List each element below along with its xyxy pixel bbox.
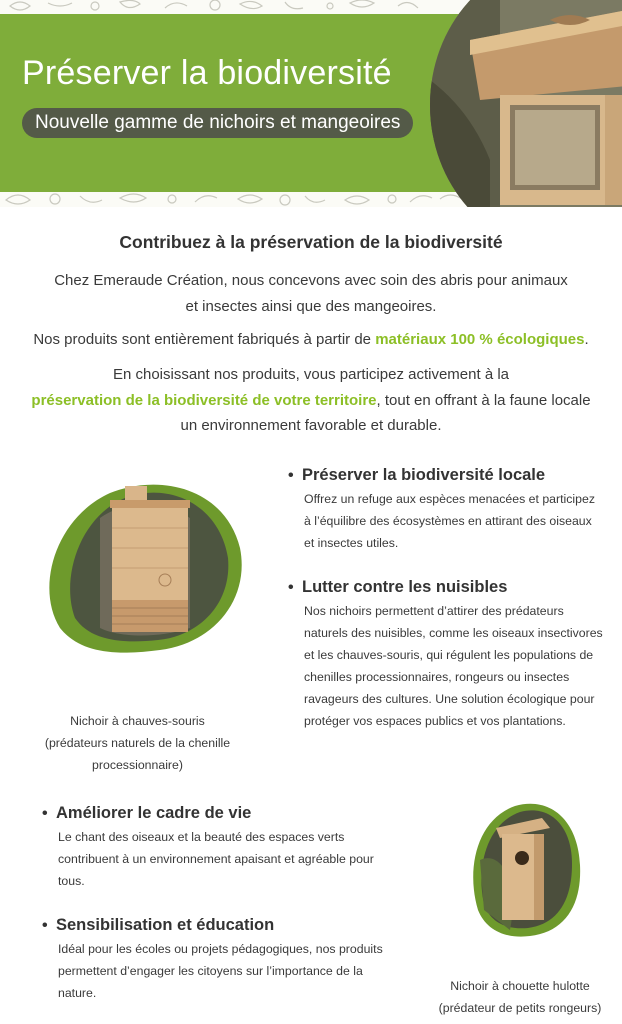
intro-p2-highlight: matériaux 100 % écologiques — [375, 331, 585, 348]
owl-caption-line-2: (prédateur de petits rongeurs) — [438, 1001, 602, 1015]
feature-desc-biodiversity — [304, 488, 614, 554]
feature-title-biodiversity — [288, 466, 545, 485]
feature-title-living — [42, 804, 251, 823]
feature-desc-education — [58, 938, 398, 1004]
bullet-icon: • — [42, 917, 48, 934]
banner-title: Préserver la biodiversité — [22, 54, 392, 92]
bat-caption-line-3: processionnaire) — [92, 758, 183, 772]
intro-p3-highlight: préservation de la biodiversité de votre territoire — [31, 391, 377, 409]
feature-title-text: Lutter contre les nuisibles — [302, 578, 508, 596]
desc-line: à l’équilibre des écosystèmes en attirant des oiseaux — [304, 514, 592, 528]
owl-box-photo — [470, 800, 582, 945]
intro-p3-line1: En choisissant nos produits, vous participez activement à la — [112, 366, 510, 383]
bat-box-photo — [40, 478, 250, 663]
birdhouse-photo — [430, 0, 622, 207]
intro-p3-end: , tout en offrant à la faune locale un environnement favorable et durable. — [180, 391, 591, 434]
desc-line: ravageurs des cultures. Une solution écologique pour — [304, 692, 595, 706]
intro-p2-text: Nos produits sont entièrement fabriqués à partir de — [33, 331, 376, 348]
desc-line: naturels des nuisibles, comme les oiseaux insectivores — [304, 626, 603, 640]
desc-line: Idéal pour les écoles ou projets pédagogiques, nos produits — [58, 942, 383, 956]
desc-line: Offrez un refuge aux espèces menacées et participez — [304, 492, 595, 506]
feature-desc-living — [58, 826, 398, 892]
bat-box-caption — [20, 710, 255, 776]
feature-title-text: Préserver la biodiversité locale — [302, 466, 546, 484]
desc-line: Nos nichoirs permettent d’attirer des prédateurs — [304, 604, 564, 618]
intro-paragraph-1 — [20, 268, 602, 319]
bullet-icon: • — [288, 467, 294, 484]
desc-line: et insectes utiles. — [304, 536, 399, 550]
bullet-icon: • — [42, 805, 48, 822]
banner-green-panel — [0, 14, 470, 192]
intro-heading: Contribuez à la préservation de la biodiversité — [119, 232, 503, 252]
desc-line: nature. — [58, 986, 97, 1000]
feature-title-pests — [288, 578, 507, 597]
intro-paragraph-1-text: Chez Emeraude Création, nous concevons avec soin des abris pour animaux et insectes ainsi que des mangeoires. — [54, 272, 568, 315]
bat-caption-line-2: (prédateurs naturels de la chenille — [44, 736, 231, 750]
bat-caption-line-1: Nichoir à chauves-souris — [70, 714, 205, 728]
intro-paragraph-2 — [20, 327, 602, 353]
intro-paragraph-3 — [20, 362, 602, 439]
desc-line: et les chauves-souris, qui régulent les populations de — [304, 648, 594, 662]
banner-subtitle: Nouvelle gamme de nichoirs et mangeoires — [22, 108, 413, 138]
feature-title-text: Sensibilisation et éducation — [56, 916, 275, 934]
desc-line: protéger vos espaces publics et vos plantations. — [304, 714, 566, 728]
desc-line: permettent d’engager les citoyens sur l’importance de la — [58, 964, 363, 978]
hero-banner — [0, 0, 622, 207]
intro-p2-end: . — [584, 331, 589, 348]
bullet-icon: • — [288, 579, 294, 596]
desc-line: Le chant des oiseaux et la beauté des espaces verts — [58, 830, 345, 844]
desc-line: contribuent à un environnement apaisant et agréable pour — [58, 852, 374, 866]
feature-desc-pests — [304, 600, 614, 732]
feature-title-text: Améliorer le cadre de vie — [56, 804, 252, 822]
owl-caption-line-1: Nichoir à chouette hulotte — [450, 979, 590, 993]
desc-line: chenilles processionnaires, rongeurs ou insectes — [304, 670, 570, 684]
owl-box-caption — [420, 975, 620, 1019]
desc-line: tous. — [58, 874, 85, 888]
feature-title-education — [42, 916, 274, 935]
